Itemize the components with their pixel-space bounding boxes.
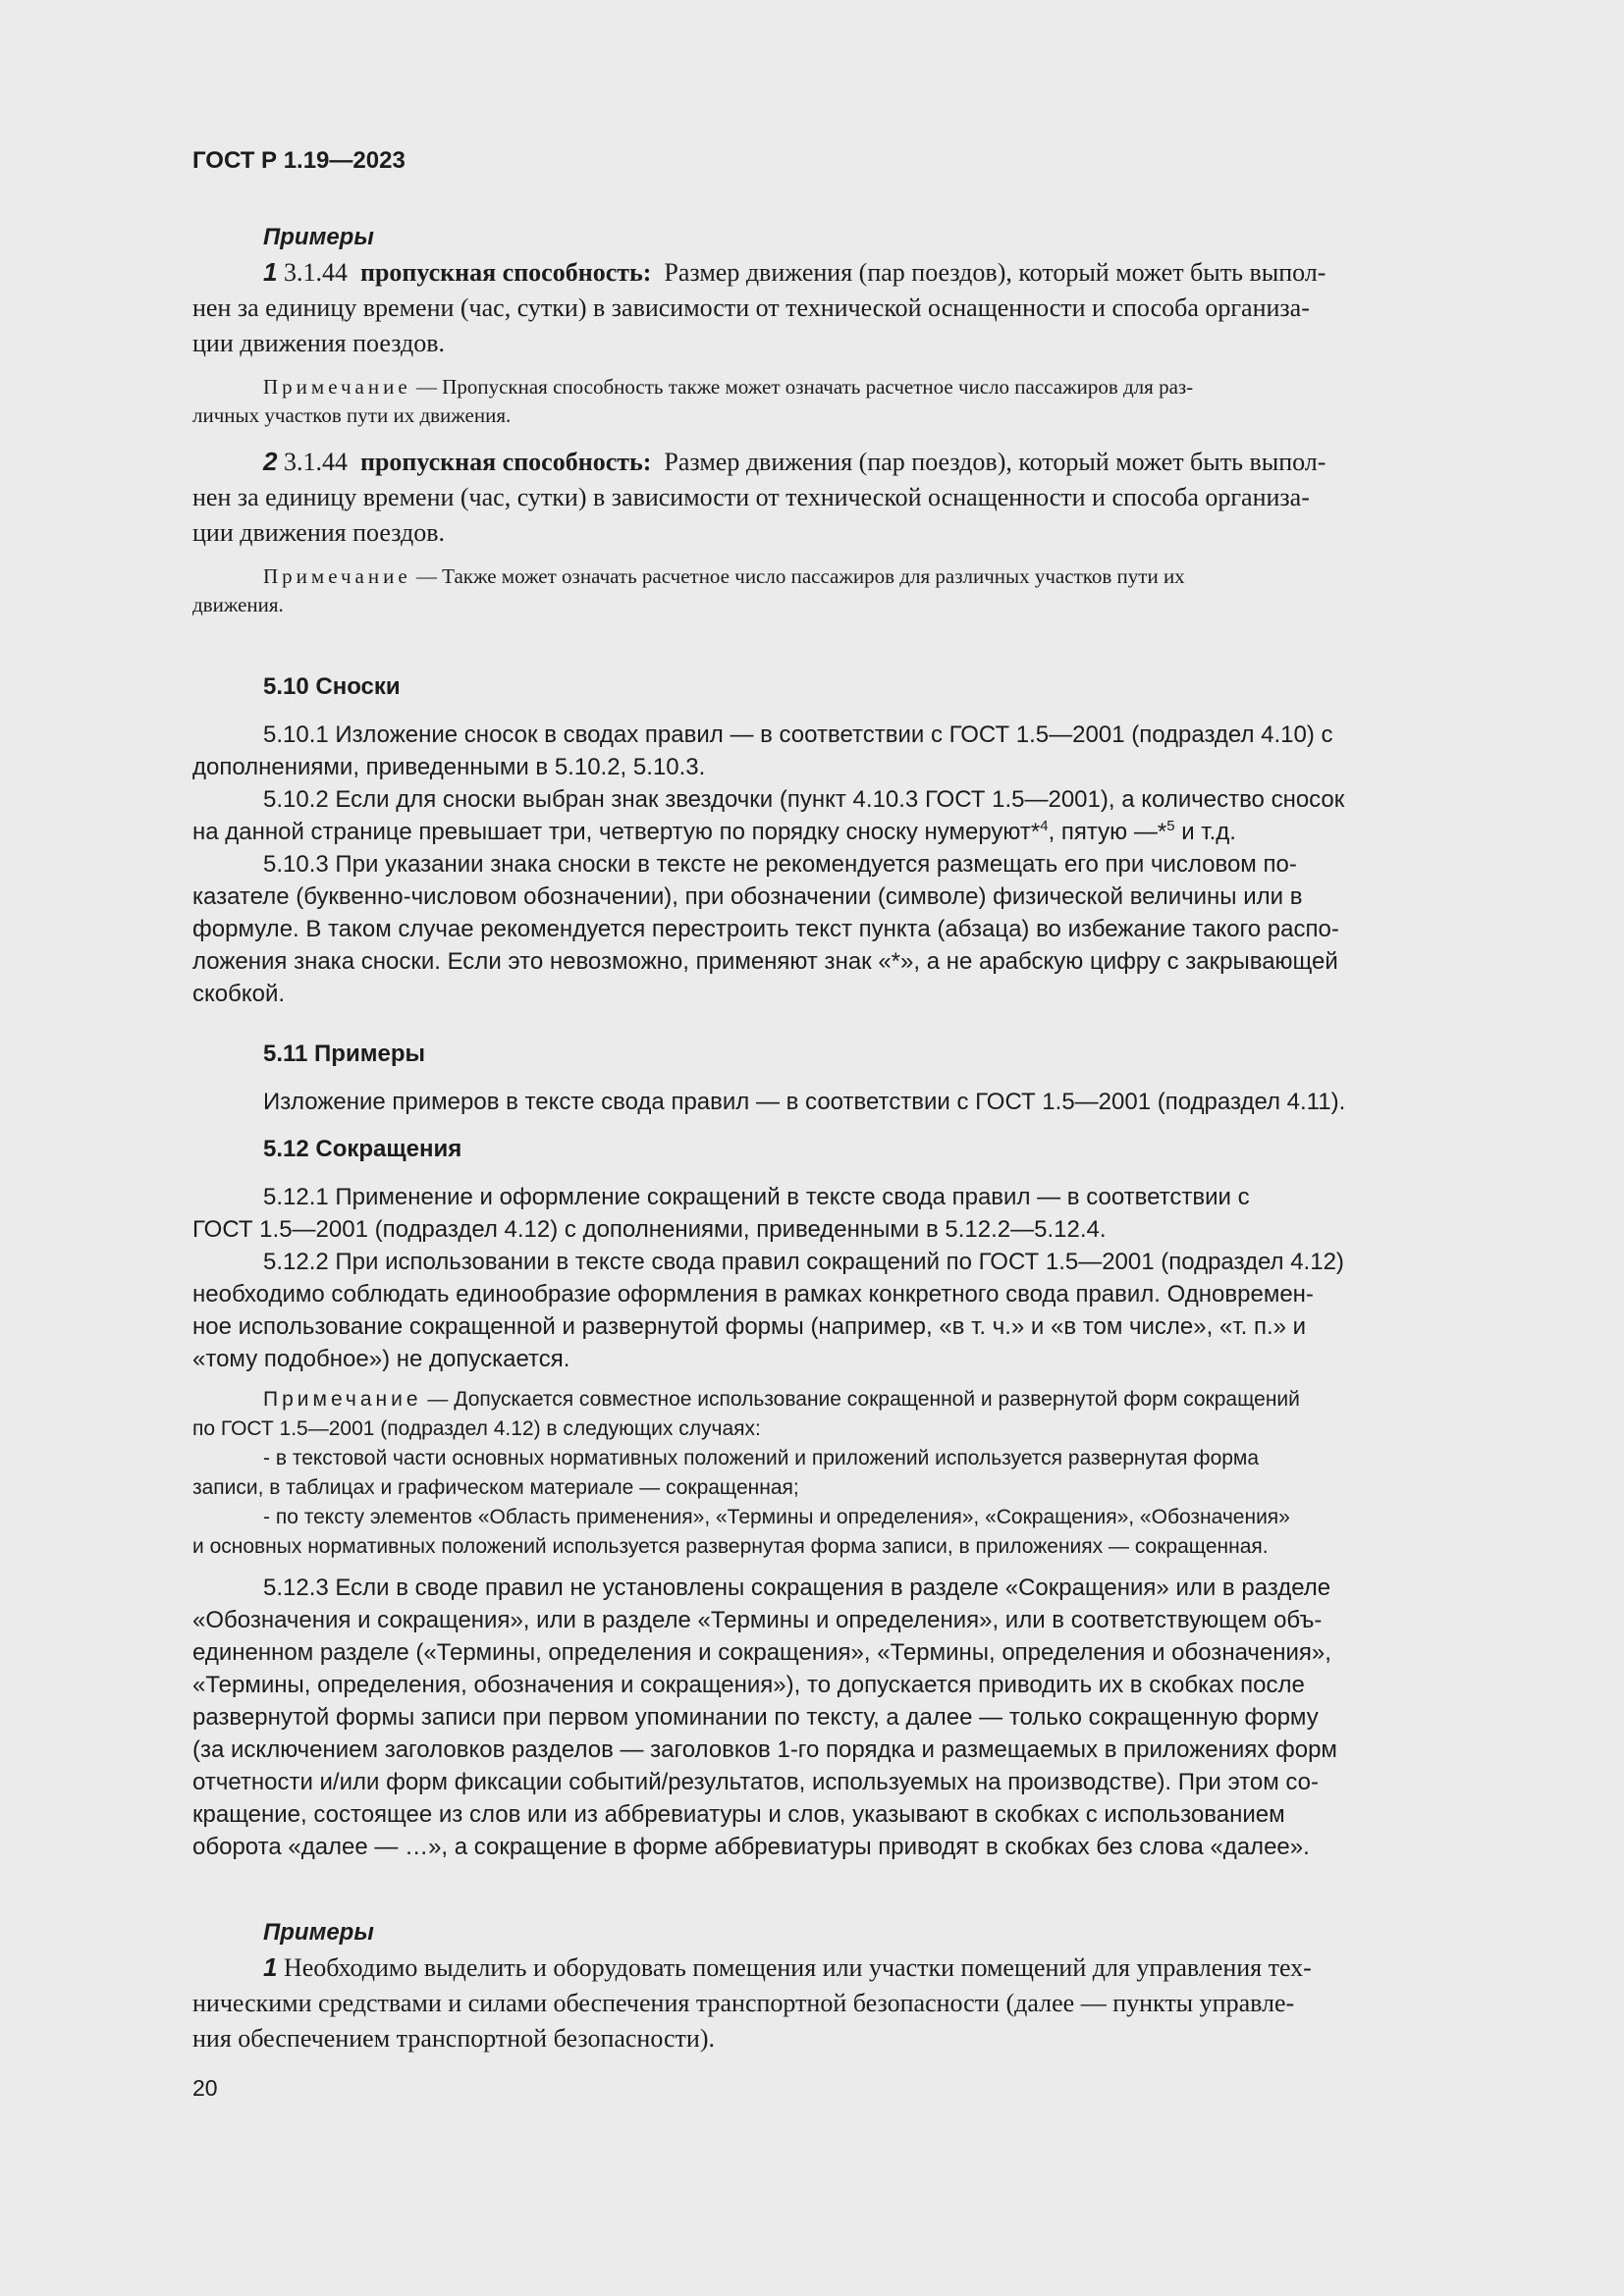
clause-5-10-2: 5.10.2 Если для сноски выбран знак звездочки (пункт 4.10.3 ГОСТ 1.5—2001), а количество сносок xyxy=(263,786,1345,813)
example-2-line-2: нен за единицу времени (час, сутки) в зависимости от технической оснащенности и способа организа- xyxy=(192,483,1310,511)
example-1-line-2: нен за единицу времени (час, сутки) в зависимости от технической оснащенности и способа организа- xyxy=(192,294,1310,322)
example-2-note: Примечание — Также может означать расчетное число пассажиров для различных участков пути их движения. xyxy=(192,564,1185,616)
example-2-line-1: 2 3.1.44 пропускная способность: Размер движения (пар поездов), который может быть выпол- xyxy=(263,447,1326,476)
clause-5-10-3: 5.10.3 При указании знака сноски в тексте не рекомендуется размещать его при числовом по- xyxy=(263,851,1297,878)
clause-5-11-text: Изложение примеров в тексте свода правил — в соответствии с ГОСТ 1.5—2001 (подраздел 4.11). xyxy=(263,1089,1346,1115)
section-title: 5.10 Сноски xyxy=(263,673,401,700)
note-bullet-1: - в текстовой части основных нормативных положений и приложений используется развернутая форма xyxy=(263,1447,1260,1469)
document-header: ГОСТ Р 1.19—2023 xyxy=(192,147,406,174)
clause-5-12-3: 5.12.3 Если в своде правил не установлены сокращения в разделе «Сокращения» или в разделе xyxy=(263,1575,1331,1601)
example-1 xyxy=(192,254,1508,361)
example-1-line-1: 1 3.1.44 пропускная способность: Размер движения (пар поездов), который может быть выпол- xyxy=(263,257,1326,287)
clause-5-10-1: 5.10.1 Изложение сносок в сводах правил — в соответствии с ГОСТ 1.5—2001 (подраздел 4.10) с xyxy=(263,721,1333,748)
example-1-line-3: ции движения поездов. xyxy=(192,329,446,357)
example-2 xyxy=(192,444,1508,551)
example-2-line-3: ции движения поездов. xyxy=(192,518,446,547)
example-abbrev-1: 1 Необходимо выделить и оборудовать помещения или участки помещений для управления тех- ническими средствами и силами обеспечения транспортной безопасности (далее — пункты управле- ния обеспечением транспортной безопасности). xyxy=(192,1952,1312,2053)
examples-block-2 xyxy=(192,1919,1508,2056)
section-title: 5.11 Примеры xyxy=(263,1041,425,1067)
section-5-11 xyxy=(192,1041,1508,1118)
clause-5-12-1: 5.12.1 Применение и оформление сокращений в тексте свода правил — в соответствии с xyxy=(263,1184,1250,1210)
section-title: 5.12 Сокращения xyxy=(263,1136,462,1162)
examples-block-1 xyxy=(192,224,1508,619)
note-bullet-2: - по тексту элементов «Область применения», «Термины и определения», «Сокращения», «Обозначения» xyxy=(263,1506,1290,1528)
examples-title: Примеры xyxy=(263,1919,374,1946)
clause-5-12-2: 5.12.2 При использовании в тексте свода правил сокращений по ГОСТ 1.5—2001 (подраздел 4.12) xyxy=(263,1249,1344,1275)
examples-title: Примеры xyxy=(263,224,374,250)
clause-5-12-2-note: Примечание — Допускается совместное использование сокращенной и развернутой форм сокращений по ГОСТ 1.5—2001 (подраздел 4.12) в следующих случаях: - в текстовой части основных нормативных положений и приложений используется развернутая форма записи, в таблицах и графическом материале — сокращенная; - по тексту элементов «Область применения», «Термины и определения», «Сокращения», «Обозначения» и основных нормативных положений используется развернутая форма записи, в приложениях — сокращенная. xyxy=(192,1385,1508,1562)
section-5-10: 5.10 Сноски 5.10.1 Изложение сносок в сводах правил — в соответствии с ГОСТ 1.5—2001 (подраздел 4.10) с дополнениями, приведенными в 5.10.2, 5.10.3. 5.10.2 Если для сноски выбран знак звездочки (пункт 4.10.3 ГОСТ 1.5—2001), а количество сносок на данной странице превышает три, четвертую по порядку сноску нумеруют*$^4$, пятую —*$^5$ и т.д. 5.10.3 При указании знака сноски в тексте не рекомендуется размещать его при числовом по- казателе (буквенно-числовом обозначении), при обозначении (символе) физической величины или в формуле. В таком случае рекомендуется перестроить текст пункта (абзаца) во избежание такого распо- ложения знака сноски. Если это невозможно, применяют знак «*», а не арабскую цифру с закрывающей скобкой. xyxy=(192,673,1508,1010)
page-number: 20 xyxy=(192,2075,218,2101)
section-5-12: 5.12 Сокращения 5.12.1 Применение и оформление сокращений в тексте свода правил — в соответствии с ГОСТ 1.5—2001 (подраздел 4.12) с дополнениями, приведенными в 5.12.2—5.12.4. 5.12.2 При использовании в тексте свода правил сокращений по ГОСТ 1.5—2001 (подраздел 4.12) необходимо соблюдать единообразие оформления в рамках конкретного свода правил. Одновремен- ное использование сокращенной и развернутой формы (например, «в т. ч.» и «в том числе», «т. п.» и «тому подобное») не допускается. Примечание — Допускается совместное использование сокращенной и развернутой форм сокращений по ГОСТ 1.5—2001 (подраздел 4.12) в следующих случаях: - в текстовой части основных нормативных положений и приложений используется развернутая форма записи, в таблицах и графическом материале — сокращенная; - по тексту элементов «Область применения», «Термины и определения», «Сокращения», «Обозначения» и основных нормативных положений используется развернутая форма записи, в приложениях — сокращенная. 5.12.3 Если в своде правил не установлены сокращения в разделе «Сокращения» или в разделе «Обозначения и сокращения», или в разделе «Термины и определения», или в соответствующем объ- единенном разделе («Термины, определения и сокращения», «Термины, определения и обозначения», «Термины, определения, обозначения и сокращения»), то допускается приводить их в скобках после развернутой формы записи при первом упоминании по тексту, а далее — только сокращенную форму (за исключением заголовков разделов — заголовков 1-го порядка и размещаемых в приложениях форм отчетности и/или форм фиксации событий/результатов, используемых на производстве). При этом со- кращение, состоящее из слов или из аббревиатуры и слов, указывают в скобках с использованием оборота «далее — …», а сокращение в форме аббревиатуры приводят в скобках без слова «далее». xyxy=(192,1136,1508,1863)
example-1-note: Примечание — Пропускная способность также может означать расчетное число пассажиров для раз- личных участков пути их движения. xyxy=(192,375,1194,427)
